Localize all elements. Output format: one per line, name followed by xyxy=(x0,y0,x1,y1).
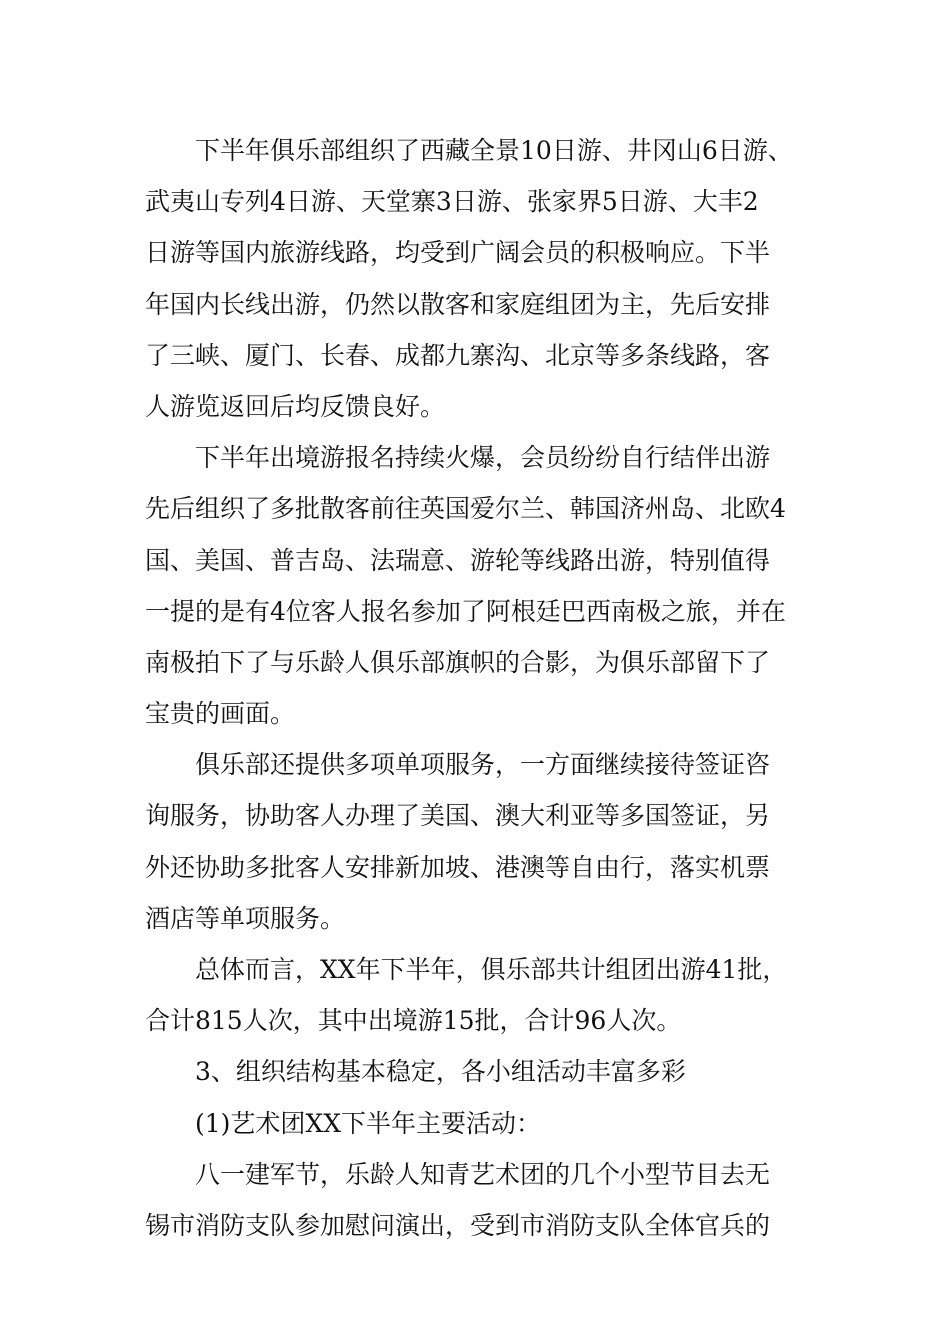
text-line: 南极拍下了与乐龄人俱乐部旗帜的合影，为俱乐部留下了 xyxy=(145,647,771,677)
text-line: 八一建军节，乐龄人知青艺术团的几个小型节目去无 xyxy=(195,1159,771,1189)
document-body xyxy=(145,125,810,1251)
text-line: 人游览返回后均反馈良好。 xyxy=(145,391,446,421)
text-line: 酒店等单项服务。 xyxy=(145,903,346,933)
heading-line: (1)艺术团XX下半年主要活动： xyxy=(195,1108,542,1138)
text-line: 国、美国、普吉岛、法瑞意、游轮等线路出游，特别值得 xyxy=(145,545,771,575)
text-line: 先后组织了多批散客前往英国爱尔兰、韩国济州岛、北欧4 xyxy=(145,494,786,524)
text-line: 俱乐部还提供多项单项服务，一方面继续接待签证咨 xyxy=(195,750,771,780)
text-line: 日游等国内旅游线路，均受到广阔会员的积极响应。下半 xyxy=(145,238,771,268)
section-heading xyxy=(145,1046,810,1097)
paragraph-outbound-tours xyxy=(145,432,810,739)
heading-line: 3、组织结构基本稳定，各小组活动丰富多彩 xyxy=(195,1057,686,1087)
text-line: 一提的是有4位客人报名参加了阿根廷巴西南极之旅，并在 xyxy=(145,596,786,626)
paragraph-single-services xyxy=(145,739,810,944)
text-line: 了三峡、厦门、长春、成都九寨沟、北京等多条线路，客 xyxy=(145,340,771,370)
text-line: 外还协助多批客人安排新加坡、港澳等自由行，落实机票 xyxy=(145,852,771,882)
text-line: 宝贵的画面。 xyxy=(145,699,296,729)
text-line: 武夷山专列4日游、天堂寨3日游、张家界5日游、大丰2 xyxy=(145,187,759,217)
paragraph-domestic-tours xyxy=(145,125,810,432)
paragraph-summary xyxy=(145,944,810,1046)
text-line: 总体而言，XX年下半年，俱乐部共计组团出游41批， xyxy=(195,955,788,984)
subsection-heading xyxy=(145,1098,810,1149)
paragraph-army-day xyxy=(145,1149,810,1251)
text-line: 锡市消防支队参加慰问演出，受到市消防支队全体官兵的 xyxy=(145,1210,771,1240)
text-line: 年国内长线出游，仍然以散客和家庭组团为主，先后安排 xyxy=(145,289,771,319)
text-line: 合计815人次，其中出境游15批，合计96人次。 xyxy=(145,1006,682,1036)
text-line: 下半年俱乐部组织了西藏全景10日游、井冈山6日游、 xyxy=(195,136,793,165)
text-line: 询服务，协助客人办理了美国、澳大利亚等多国签证，另 xyxy=(145,801,771,831)
text-line: 下半年出境游报名持续火爆，会员纷纷自行结伴出游 xyxy=(195,443,771,473)
